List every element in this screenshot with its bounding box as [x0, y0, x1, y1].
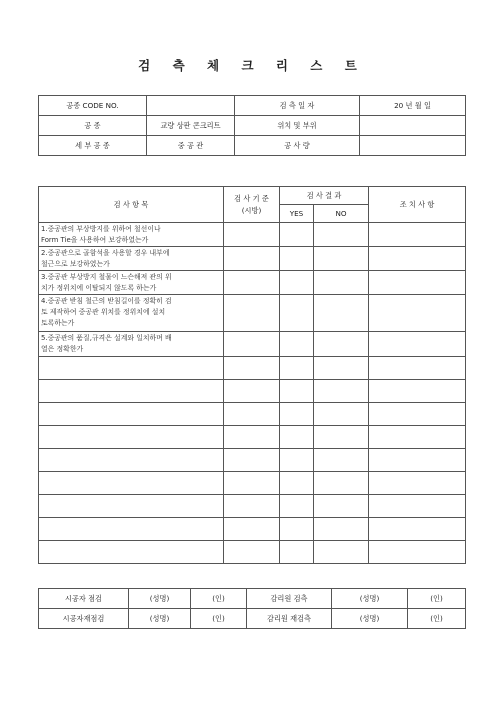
- empty-row: [39, 357, 466, 380]
- basis-cell: [224, 332, 280, 357]
- info-row: [39, 116, 466, 136]
- header-basis-line1: 검 사 기 준: [234, 193, 269, 203]
- empty-row: [39, 449, 466, 472]
- signature-row: [39, 589, 466, 609]
- check-item-5-line2: 열은 정확한가: [41, 345, 84, 353]
- check-item-2-line1: 2.중공관으로 골함석을 사용할 경우 내부에: [41, 249, 170, 257]
- contractor-name-field[interactable]: (성명): [129, 589, 191, 609]
- location-value: [360, 116, 466, 136]
- empty-row: [39, 518, 466, 541]
- no-cell[interactable]: [314, 295, 369, 332]
- info-table: [38, 95, 466, 156]
- supervisor-reinspection-seal-field[interactable]: (인): [408, 609, 466, 629]
- action-cell: [369, 271, 466, 295]
- quantity-value: [360, 136, 466, 156]
- code-no-value: [147, 96, 235, 116]
- checklist-row: [39, 247, 466, 271]
- empty-row: [39, 472, 466, 495]
- contractor-check-label: 시공자 점검: [39, 589, 129, 609]
- checklist-row: [39, 332, 466, 357]
- action-cell: [369, 247, 466, 271]
- check-item-5: [39, 332, 224, 357]
- yes-cell[interactable]: [280, 247, 314, 271]
- signature-row: [39, 609, 466, 629]
- supervisor-reinspection-name-field[interactable]: (성명): [332, 609, 408, 629]
- header-result: 검 사 결 과: [280, 187, 369, 205]
- header-item: 검 사 항 목: [39, 187, 224, 223]
- header-no: NO: [314, 205, 369, 223]
- empty-row: [39, 495, 466, 518]
- yes-cell[interactable]: [280, 223, 314, 247]
- check-item-3: [39, 271, 224, 295]
- basis-cell: [224, 223, 280, 247]
- header-basis-line2: (시방): [241, 205, 262, 215]
- basis-cell: [224, 271, 280, 295]
- no-cell[interactable]: [314, 271, 369, 295]
- header-basis: [224, 187, 280, 223]
- inspection-date-label: 검 측 일 자: [235, 96, 360, 116]
- empty-row: [39, 380, 466, 403]
- checklist-row: [39, 295, 466, 332]
- header-action: 조 치 사 항: [369, 187, 466, 223]
- checklist-row: [39, 223, 466, 247]
- check-item-4-line2: 토 제작하여 중공관 위치를 정위치에 설치: [41, 308, 166, 316]
- check-item-1-line1: 1.중공관의 부상방지를 위하여 철선이나: [41, 225, 161, 233]
- empty-row: [39, 541, 466, 564]
- empty-row: [39, 426, 466, 449]
- yes-cell[interactable]: [280, 332, 314, 357]
- supervisor-seal-field[interactable]: (인): [408, 589, 466, 609]
- basis-cell: [224, 247, 280, 271]
- basis-cell: [224, 295, 280, 332]
- check-item-3-line2: 치가 정위치에 이탈되지 않도록 하는가: [41, 284, 157, 292]
- header-yes: YES: [280, 205, 314, 223]
- action-cell: [369, 295, 466, 332]
- info-row: [39, 96, 466, 116]
- yes-cell[interactable]: [280, 271, 314, 295]
- supervisor-name-field[interactable]: (성명): [332, 589, 408, 609]
- sub-work-type-label: 세 부 공 종: [39, 136, 147, 156]
- empty-row: [39, 403, 466, 426]
- yes-cell[interactable]: [280, 295, 314, 332]
- supervisor-inspection-label: 감리원 검측: [247, 589, 332, 609]
- action-cell: [369, 332, 466, 357]
- location-label: 위치 및 부위: [235, 116, 360, 136]
- inspection-date-value: 20 년 월 일: [360, 96, 466, 116]
- checklist-row: [39, 271, 466, 295]
- checklist-header-row: [39, 187, 466, 205]
- no-cell[interactable]: [314, 223, 369, 247]
- supervisor-reinspection-label: 감리원 재검측: [247, 609, 332, 629]
- checklist-table: [38, 186, 466, 564]
- contractor-seal-field[interactable]: (인): [191, 589, 247, 609]
- work-type-value: 교량 상판 콘크리트: [147, 116, 235, 136]
- check-item-4: [39, 295, 224, 332]
- no-cell[interactable]: [314, 247, 369, 271]
- check-item-4-line3: 토록하는가: [41, 319, 75, 327]
- signature-table: [38, 588, 466, 629]
- contractor-recheck-name-field[interactable]: (성명): [129, 609, 191, 629]
- action-cell: [369, 223, 466, 247]
- contractor-recheck-seal-field[interactable]: (인): [191, 609, 247, 629]
- sub-work-type-value: 중 공 관: [147, 136, 235, 156]
- check-item-2-line2: 철근으로 보강하였는가: [41, 260, 110, 268]
- work-type-label: 공 종: [39, 116, 147, 136]
- code-no-label: 공종 CODE NO.: [39, 96, 147, 116]
- contractor-recheck-label: 시공자재점검: [39, 609, 129, 629]
- check-item-3-line1: 3.중공관 부상방지 철물이 느슨해져 관의 위: [41, 273, 172, 281]
- check-item-5-line1: 5.중공관의 품질,규격은 설계와 일치하며 배: [41, 334, 172, 342]
- document-title: 검 측 체 크 리 스 트: [138, 58, 366, 73]
- info-row: [39, 136, 466, 156]
- check-item-1: [39, 223, 224, 247]
- check-item-4-line1: 4.중공관 받침 철근의 받침길이를 정확히 검: [41, 297, 172, 305]
- quantity-label: 공 사 량: [235, 136, 360, 156]
- check-item-1-line2: Form Tie을 사용하여 보강하였는가: [41, 236, 149, 244]
- check-item-2: [39, 247, 224, 271]
- no-cell[interactable]: [314, 332, 369, 357]
